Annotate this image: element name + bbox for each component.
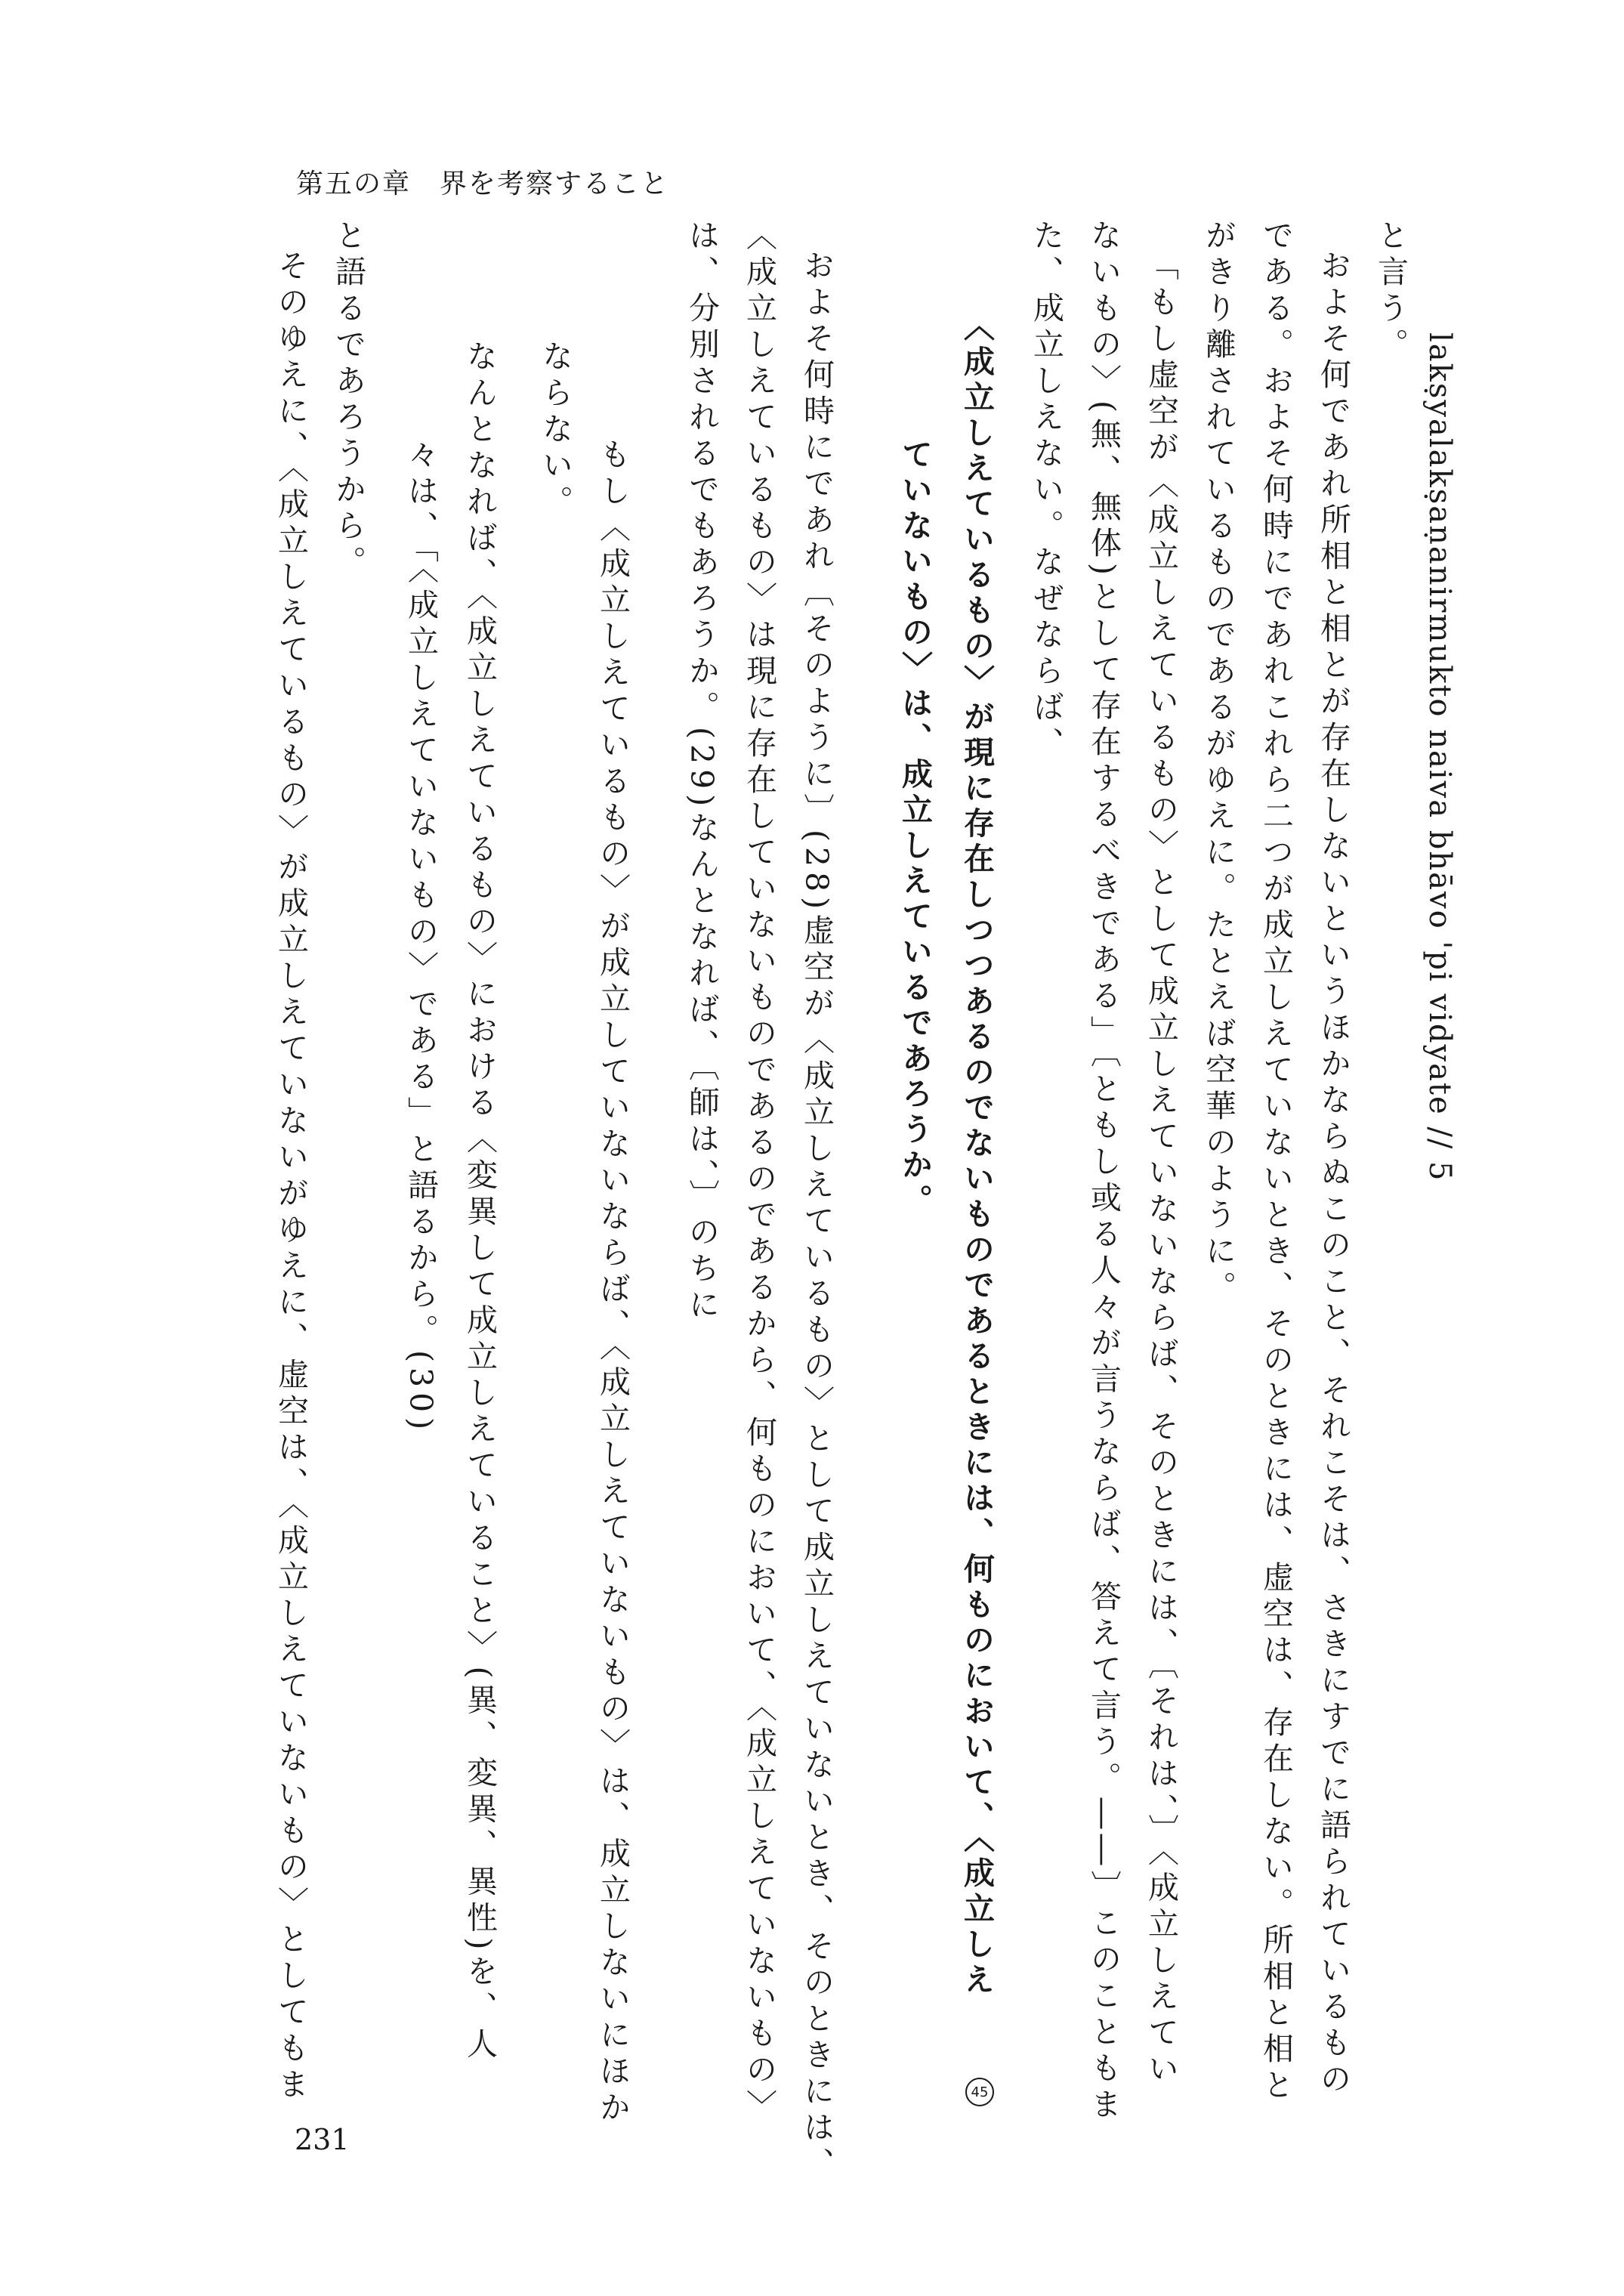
quote-line-3: なんとなれば、〈成立しえているもの〉における〈変異して成立しえていること〉(異、変異、異性)を、人 (462, 340, 498, 2064)
text-line-9: 〈成立しえているもの〉は現に存在していないものであるのであるから、何ものにおいて、〈成立しえていないもの〉 (741, 219, 777, 2126)
quote-line-1: もし〈成立しえているもの〉が成立していないならば、〈成立しえていないもの〉は、成立しないにほか (594, 438, 631, 2128)
text-line-11: と語るであろうから。 (330, 219, 366, 582)
text-line-3: である。およそ何時にであれこれら二つが成立しえていないとき、そのときには、虚空は、存在しない。所相と相と (1258, 219, 1294, 2105)
verse-line-1: 〈成立しえているもの〉が現に存在しつつあるのでないものであるときには、何ものにおいて、〈成立しえ (959, 310, 995, 1999)
text-line-1: と言う。 (1372, 219, 1409, 364)
page-number: 231 (295, 2123, 350, 2156)
text-line-5: 「もし虚空が〈成立しえているもの〉として成立しえていないならば、そのときには、〔それは、〕〈成立しえてい (1143, 249, 1179, 2089)
margin-marker: 45 (965, 2078, 994, 2106)
quote-line-2: ならない。 (537, 340, 573, 521)
text-line-2: およそ何であれ所相と相とが存在しないというほかならぬこのこと、それこそは、さきにすでに語られているもの (1315, 249, 1351, 2099)
quote-line-4: 々は、「〈成立しえていないもの〉である」と語るから。(30) (403, 438, 439, 1435)
verse-title: lakṣyalakṣaṇanirmukto naiva bhāvo 'pi vidyate // 5 (1422, 332, 1457, 1182)
text-line-4: がきり離されているものであるがゆえに。たとえば空華のように。 (1200, 219, 1237, 1307)
text-line-10: は、分別されるでもあろうか。(29)なんとなれば、〔師は、〕のちに (684, 219, 720, 1325)
text-line-7: た、成立しえない。なぜならば、 (1028, 219, 1064, 763)
text-line-12: そのゆえに、〈成立しえているもの〉が成立しえていないがゆえに、虚空は、〈成立しえていないもの〉としてもま (273, 249, 309, 2104)
verse-line-2: ていないもの〉は、成立しえているであろうか。 (897, 438, 933, 1219)
chapter-header: 第五の章 界を考察すること (296, 168, 670, 199)
text-line-6: ないもの〉(無、無体)として存在するべきである」〔ともし或る人々が言うならば、答えて言う。――〕このこともま (1085, 219, 1122, 2124)
text-line-8: およそ何時にであれ〔そのように〕(28)虚空が〈成立しえているもの〉として成立しえていないとき、そのときには、 (798, 249, 835, 2184)
